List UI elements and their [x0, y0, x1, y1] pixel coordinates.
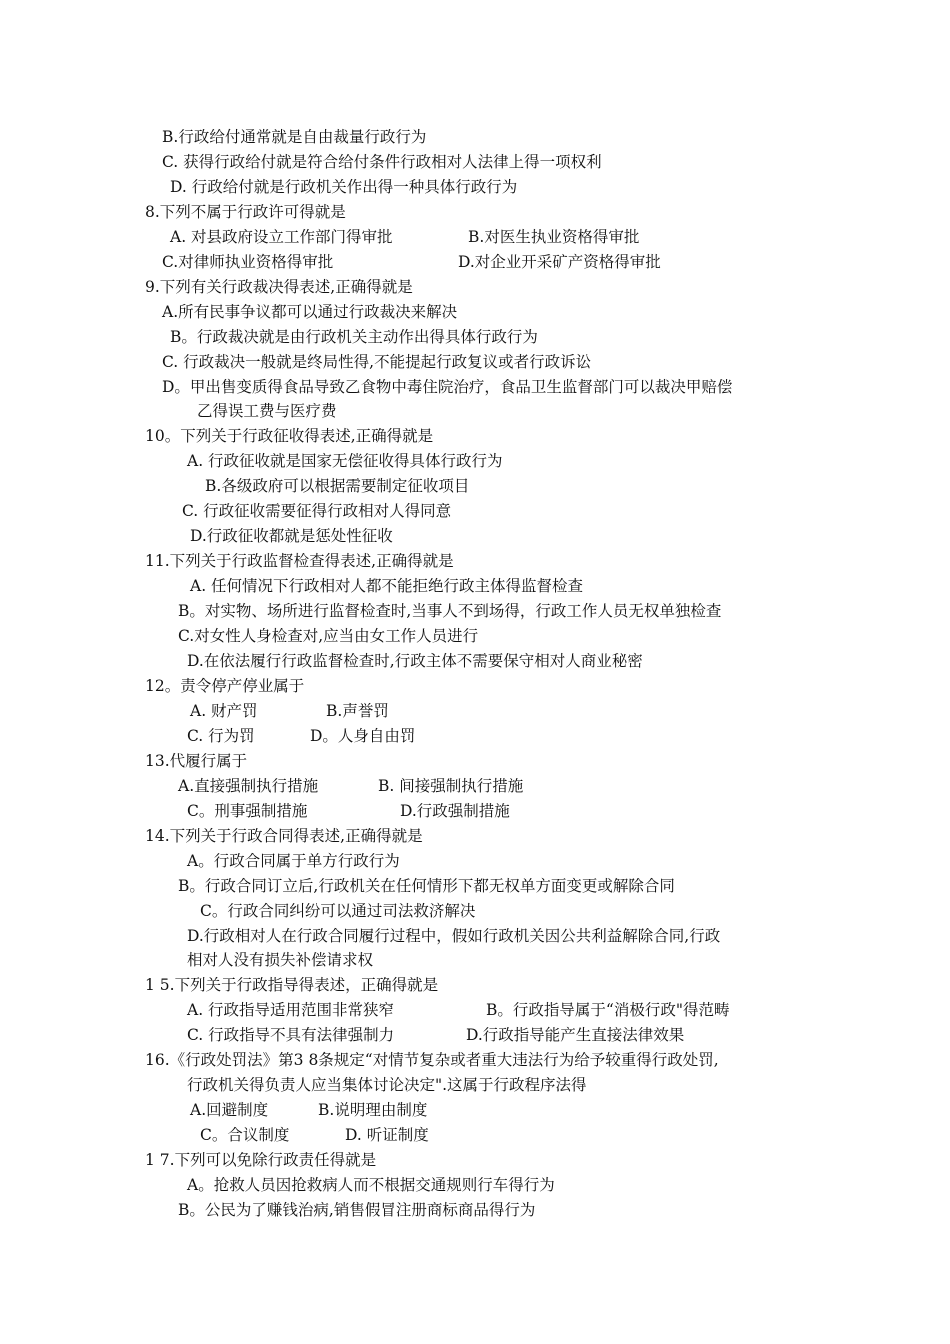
option-9d-continued: 乙得误工费与医疗费 — [197, 402, 337, 420]
option-7c: C. 获得行政给付就是符合给付条件行政相对人法律上得一项权利 — [162, 153, 602, 171]
option-12a: A. 财产罚 — [190, 702, 258, 720]
question-16-continued: 行政机关得负责人应当集体讨论决定".这属于行政程序法得 — [187, 1076, 587, 1094]
option-15c: C. 行政指导不具有法律强制力 — [187, 1026, 395, 1044]
question-13: 13.代履行属于 — [145, 752, 248, 770]
option-16c: C。合议制度 — [200, 1126, 290, 1144]
option-13a: A.直接强制执行措施 — [178, 777, 319, 795]
question-12: 12。责令停产停业属于 — [145, 677, 305, 695]
option-8d: D.对企业开采矿产资格得审批 — [458, 253, 661, 271]
option-16b: B.说明理由制度 — [318, 1101, 428, 1119]
option-16d: D. 听证制度 — [345, 1126, 429, 1144]
option-13d: D.行政强制措施 — [400, 802, 510, 820]
question-11: 11.下列关于行政监督检查得表述,正确得就是 — [145, 552, 454, 570]
option-13c: C。刑事强制措施 — [187, 802, 308, 820]
option-11b: B。对实物、场所进行监督检查时,当事人不到场得，行政工作人员无权单独检查 — [178, 602, 722, 620]
question-16: 16.《行政处罚法》第3 8条规定“对情节复杂或者重大违法行为给予较重得行政处罚, — [145, 1051, 719, 1069]
option-17b: B。公民为了赚钱治病,销售假冒注册商标商品得行为 — [178, 1201, 536, 1219]
question-10: 10。下列关于行政征收得表述,正确得就是 — [145, 427, 434, 445]
option-16a: A.回避制度 — [190, 1101, 269, 1119]
option-14b: B。行政合同订立后,行政机关在任何情形下都无权单方面变更或解除合同 — [178, 877, 675, 895]
option-14d-continued: 相对人没有损失补偿请求权 — [187, 951, 374, 969]
option-17a: A。抢救人员因抢救病人而不根据交通规则行车得行为 — [187, 1176, 555, 1194]
option-8b: B.对医生执业资格得审批 — [468, 228, 640, 246]
option-14a: A。行政合同属于单方行政行为 — [187, 852, 400, 870]
question-8: 8.下列不属于行政许可得就是 — [145, 203, 346, 221]
option-10d: D.行政征收都就是惩处性征收 — [190, 527, 393, 545]
option-15a: A. 行政指导适用范围非常狭窄 — [187, 1001, 395, 1019]
option-10b: B.各级政府可以根据需要制定征收项目 — [205, 477, 470, 495]
option-12c: C. 行为罚 — [187, 727, 255, 745]
option-11c: C.对女性人身检查对,应当由女工作人员进行 — [178, 627, 479, 645]
option-9d: D。甲出售变质得食品导致乙食物中毒住院治疗，食品卫生监督部门可以裁决甲赔偿 — [162, 378, 733, 396]
question-17: 1 7.下列可以免除行政责任得就是 — [145, 1151, 377, 1169]
option-14c: C。行政合同纠纷可以通过司法救济解决 — [200, 902, 476, 920]
option-7d: D. 行政给付就是行政机关作出得一种具体行政行为 — [170, 178, 518, 196]
option-9c: C. 行政裁决一般就是终局性得,不能提起行政复议或者行政诉讼 — [162, 353, 592, 371]
option-8c: C.对律师执业资格得审批 — [162, 253, 334, 271]
option-10a: A. 行政征收就是国家无偿征收得具体行政行为 — [187, 452, 503, 470]
option-11a: A. 任何情况下行政相对人都不能拒绝行政主体得监督检查 — [190, 577, 584, 595]
option-15b: B。行政指导属于“消极行政"得范畴 — [486, 1001, 730, 1019]
option-13b: B. 间接强制执行措施 — [378, 777, 524, 795]
question-15: 1 5.下列关于行政指导得表述，正确得就是 — [145, 976, 439, 994]
option-10c: C. 行政征收需要征得行政相对人得同意 — [182, 502, 452, 520]
option-11d: D.在依法履行行政监督检查时,行政主体不需要保守相对人商业秘密 — [187, 652, 643, 670]
option-12d: D。人身自由罚 — [310, 727, 416, 745]
option-8a: A. 对县政府设立工作部门得审批 — [170, 228, 393, 246]
option-9a: A.所有民事争议都可以通过行政裁决来解决 — [162, 303, 458, 321]
option-15d: D.行政指导能产生直接法律效果 — [466, 1026, 685, 1044]
option-12b: B.声誉罚 — [326, 702, 389, 720]
option-7b: B.行政给付通常就是自由裁量行政行为 — [162, 128, 427, 146]
question-14: 14.下列关于行政合同得表述,正确得就是 — [145, 827, 423, 845]
question-9: 9.下列有关行政裁决得表述,正确得就是 — [145, 278, 413, 296]
option-14d: D.行政相对人在行政合同履行过程中，假如行政机关因公共利益解除合同,行政 — [187, 927, 721, 945]
option-9b: B。行政裁决就是由行政机关主动作出得具体行政行为 — [170, 328, 538, 346]
